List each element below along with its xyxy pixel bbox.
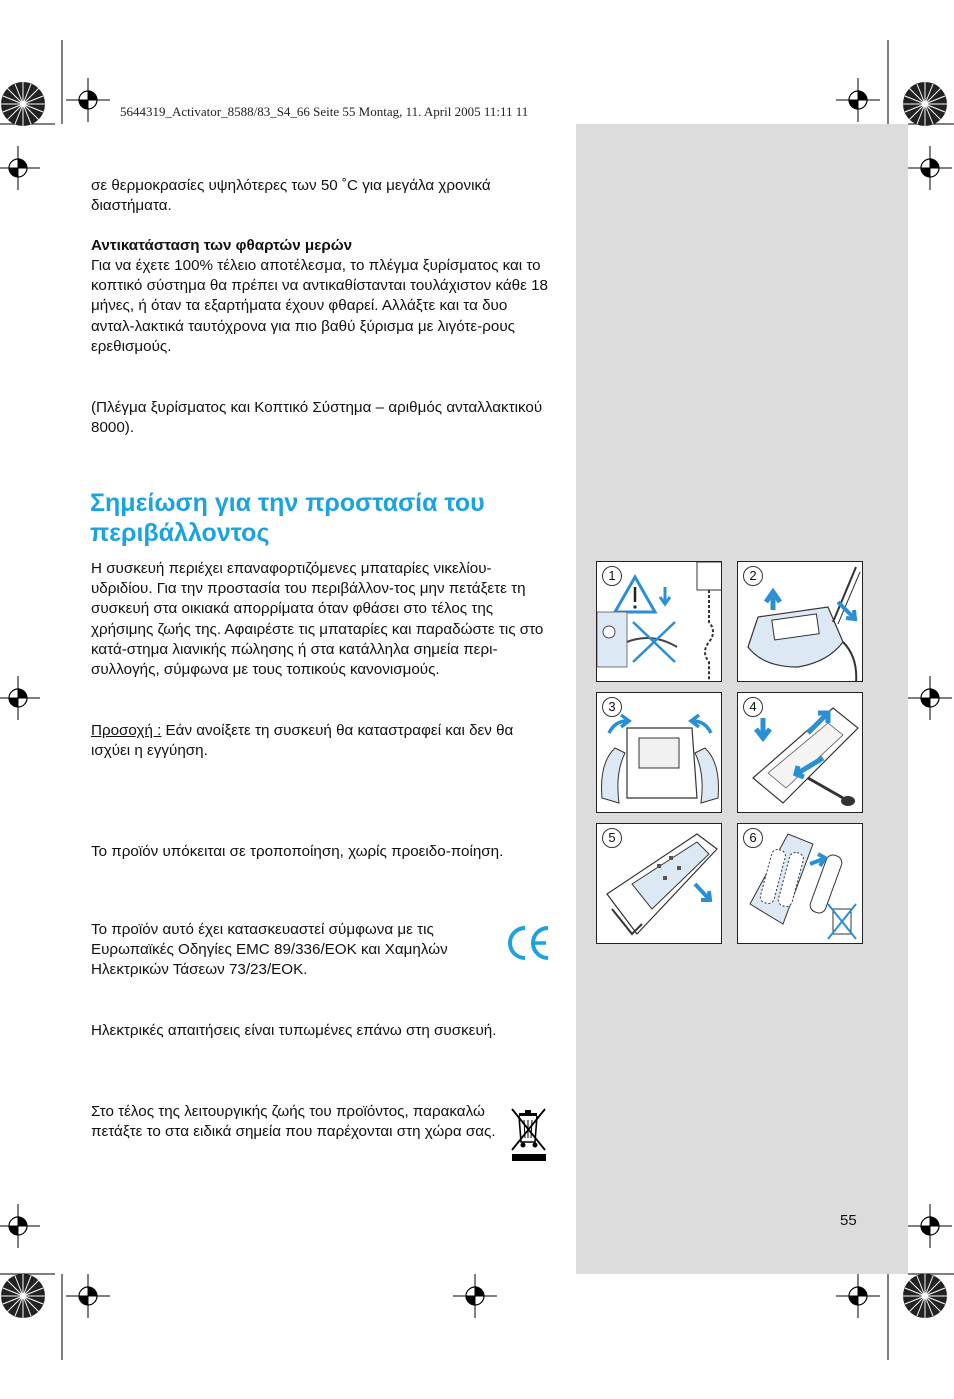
intro-text: σε θερμοκρασίες υψηλότερες των 50 ˚C για μεγάλα χρονικά διαστήματα. [91,177,491,215]
caution-text: Εάν ανοίξετε τη συσκευή θα καταστραφεί και δεν θα ισχύει η εγγύηση. [91,722,514,760]
figure-number: 6 [743,828,763,848]
caution-label: Προσοχή : [91,722,162,739]
caution-paragraph [91,721,551,761]
remove-screws-illustration [738,693,863,813]
ce-mark-icon [505,924,551,962]
figure-3 [596,692,722,813]
open-housing-illustration [597,693,722,813]
weee-bin-icon [509,1106,549,1164]
figure-6 [737,823,863,944]
pcb-removal-illustration [597,824,722,944]
unplug-warning-illustration [597,562,722,682]
figure-number: 2 [743,566,763,586]
figure-1 [596,561,722,682]
open-shaver-head-illustration [738,562,863,682]
disposal-text: Στο τέλος της λειτουργικής ζωής του προϊόντος, παρακαλώ πετάξτε το στα ειδικά σημεία που παρέχονται στη χώρα σας. [91,1103,496,1141]
page-number: 55 [840,1212,857,1229]
figure-5 [596,823,722,944]
figure-2 [737,561,863,682]
conformity-text: Το προϊόν αυτό έχει κατασκευαστεί σύμφωνα με τις Ευρωπαϊκές Οδηγίες EMC 89/336/EOK και Χαμηλών Ηλεκτρικών Τάσεων 73/23/EOK. [91,921,448,979]
environment-heading: Σημείωση για την προστασία του περιβάλλοντος [90,489,485,547]
figure-number: 5 [602,828,622,848]
figure-number: 4 [743,697,763,717]
figure-number: 1 [602,566,622,586]
environment-body: Η συσκευή περιέχει επαναφορτιζόμενες μπαταρίες νικελίου-υδριδίου. Για την προστασία του περιβάλλον-τος μην πετάξετε τη συσκευή στα οικιακά απορρίματα όταν φθάσει στο τέλος της χρήσιμης ζωής της. Αφαιρέστε τις μπαταρίες και παραδώστε τις στο κατά-στημα λιανικής πώλησης ή στα κατάλληλα σημεία περι-συλλογής, σύμφωνα με τους τοπικούς κανονισμούς. [91,560,544,679]
electrical-text: Ηλεκτρικές απαιτήσεις είναι τυπωμένες επάνω στη συσκευή. [91,1022,497,1039]
parts-title: Αντικατάσταση των φθαρτών μερών [91,237,353,254]
print-slug: 5644319_Activator_8588/83_S4_66 Seite 55 Montag, 11. April 2005 11:11 11 [120,104,529,119]
parts-number: (Πλέγμα ξυρίσματος και Κοπτικό Σύστημα – αριθμός ανταλλακτικού 8000). [91,399,543,437]
parts-body: Για να έχετε 100% τέλειο αποτέλεσμα, το πλέγμα ξυρίσματος και το κοπτικό σύστημα θα πρέπει να αντικαθίστανται τουλάχιστον κάθε 18 μήνες, ή όταν τα εξαρτήματα έχουν φθαρεί. Αλλάξτε και τα δυο ανταλ-λακτικά ταυτόχρονα για πιο βαθύ ξύρισμα με λιγότε-ρους ερεθισμούς. [91,257,548,355]
notice-change: Το προϊόν υπόκειται σε τροποποίηση, χωρίς προειδο-ποίηση. [91,843,504,860]
figure-number: 3 [602,697,622,717]
battery-disposal-illustration [738,824,863,944]
figure-4 [737,692,863,813]
